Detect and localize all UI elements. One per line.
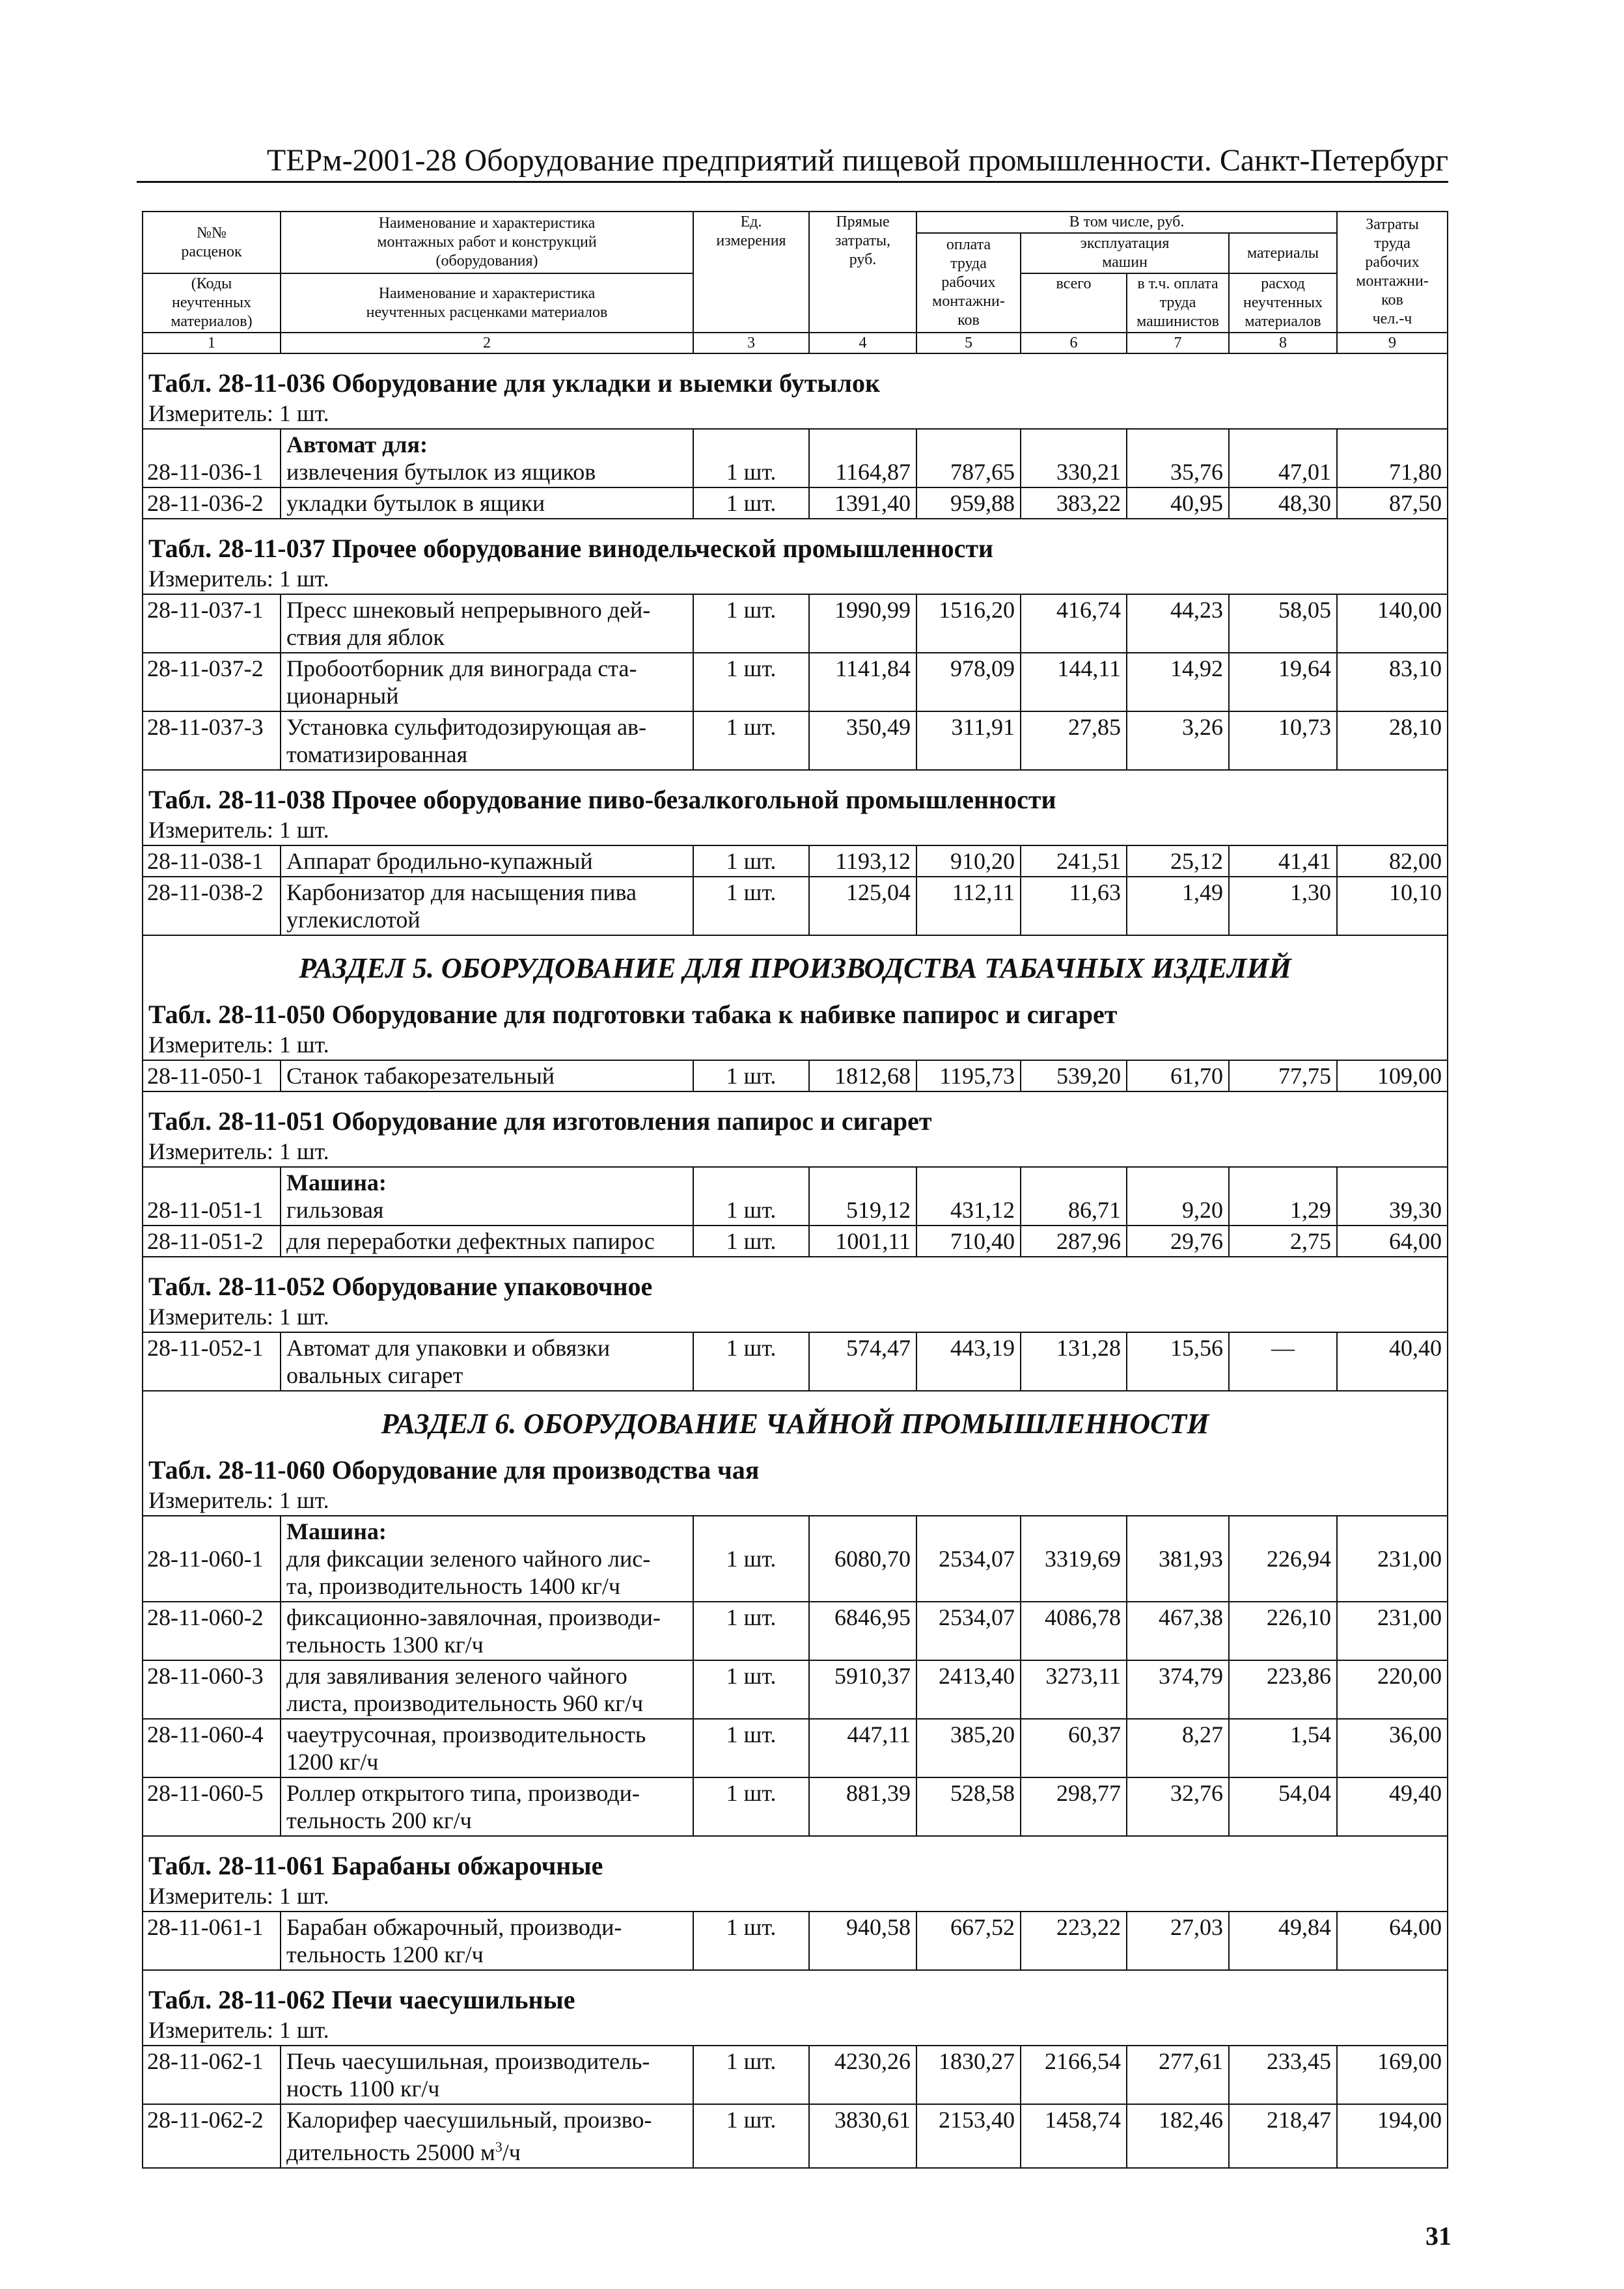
table-row: 28-11-052-1 Автомат для упаковки и обвязки овальных сигарет 1 шт. 574,47 443,19 131,28 15,56 — 40,40 <box>143 1332 1448 1391</box>
header-cell-direct-costs: Прямые затраты, руб. <box>809 212 916 333</box>
header-column-numbers: 1 2 3 4 5 6 7 8 9 <box>143 333 1448 353</box>
table-row: 28-11-037-2 Пробоотборник для винограда ста- ционарный 1 шт. 1141,84 978,09 144,11 14,92 19,64 83,10 <box>143 653 1448 711</box>
table-row: 28-11-038-2 Карбонизатор для насыщения пива углекислотой 1 шт. 125,04 112,11 11,63 1,49 1,30 10,10 <box>143 877 1448 935</box>
header-cell-wages: оплата труда рабочих монтажни- ков <box>916 233 1021 333</box>
header-cell-operators-wages: в т.ч. оплата труда машинистов <box>1127 273 1229 333</box>
table-section-title: РАЗДЕЛ 6. ОБОРУДОВАНИЕ ЧАЙНОЙ ПРОМЫШЛЕННОСТИ Табл. 28-11-060 Оборудование для производства чая Измеритель: 1 шт. <box>143 1391 1448 1516</box>
table-section-title: РАЗДЕЛ 5. ОБОРУДОВАНИЕ ДЛЯ ПРОИЗВОДСТВА ТАБАЧНЫХ ИЗДЕЛИЙ Табл. 28-11-050 Оборудование для подготовки табака к набивке папирос и сигарет Измеритель: 1 шт. <box>143 935 1448 1060</box>
table-section-title: Табл. 28-11-061 Барабаны обжарочные Измеритель: 1 шт. <box>143 1836 1448 1912</box>
page-number: 31 <box>1425 2221 1452 2251</box>
table-row: 28-11-062-1 Печь чаесушильная, производитель- ность 1100 кг/ч 1 шт. 4230,26 1830,27 2166,54 277,61 233,45 169,00 <box>143 2046 1448 2104</box>
header-cell-including: В том числе, руб. <box>916 212 1337 233</box>
table-row: 28-11-038-1 Аппарат бродильно-купажный 1 шт. 1193,12 910,20 241,51 25,12 41,41 82,00 <box>143 845 1448 877</box>
table-row: 28-11-061-1 Барабан обжарочный, производи- тельность 1200 кг/ч 1 шт. 940,58 667,52 223,22 27,03 49,84 64,00 <box>143 1912 1448 1970</box>
table-section-title: Табл. 28-11-038 Прочее оборудование пиво-безалкогольной промышленности Измеритель: 1 шт. <box>143 770 1448 845</box>
table-section-title: Табл. 28-11-062 Печи чаесушильные Измеритель: 1 шт. <box>143 1970 1448 2046</box>
table-row: 28-11-060-1 Машина: для фиксации зеленого чайного лис- та, производительность 1400 кг/ч 1 шт. 6080,70 2534,07 3319,69 381,93 226,94 231,00 <box>143 1516 1448 1602</box>
table-row: 28-11-051-1 Машина: гильзовая 1 шт. 519,12 431,12 86,71 9,20 1,29 39,30 <box>143 1167 1448 1226</box>
razdel-heading: РАЗДЕЛ 6. ОБОРУДОВАНИЕ ЧАЙНОЙ ПРОМЫШЛЕННОСТИ <box>381 1408 1209 1440</box>
header-cell-materials-name: Наименование и характеристика неучтенных расценками материалов <box>281 273 693 333</box>
table-row: 28-11-060-4 чаеутрусочная, производительность 1200 кг/ч 1 шт. 447,11 385,20 60,37 8,27 1,54 36,00 <box>143 1719 1448 1777</box>
header-cell-codes-materials: (Коды неучтенных материалов) <box>143 273 281 333</box>
table-row: 28-11-037-3 Установка сульфитодозирующая ав- томатизированная 1 шт. 350,49 311,91 27,85 3,26 10,73 28,10 <box>143 711 1448 770</box>
table-row: 28-11-051-2 для переработки дефектных папирос 1 шт. 1001,11 710,40 287,96 29,76 2,75 64,00 <box>143 1226 1448 1257</box>
header-cell-machines: эксплуатация машин <box>1021 233 1229 273</box>
header-cell-materials: материалы <box>1229 233 1337 273</box>
header-cell-unit: Ед. измерения <box>693 212 809 333</box>
table-header <box>143 212 1448 353</box>
table-row: 28-11-050-1 Станок табакорезательный 1 шт. 1812,68 1195,73 539,20 61,70 77,75 109,00 <box>143 1060 1448 1091</box>
header-cell-name: Наименование и характеристика монтажных работ и конструкций (оборудования) <box>281 212 693 273</box>
rates-table <box>142 211 1448 2169</box>
table-row: 28-11-036-1 Автомат для: извлечения бутылок из ящиков 1 шт. 1164,87 787,65 330,21 35,76 47,01 71,80 <box>143 429 1448 487</box>
table-row: 28-11-060-5 Роллер открытого типа, производи- тельность 200 кг/ч 1 шт. 881,39 528,58 298,77 32,76 54,04 49,40 <box>143 1777 1448 1836</box>
table-section-title: Табл. 28-11-052 Оборудование упаковочное Измеритель: 1 шт. <box>143 1257 1448 1332</box>
page-header <box>137 142 1448 183</box>
header-cell-materials-consumption: расход неучтенных материалов <box>1229 273 1337 333</box>
page-header-title: ТЕРм-2001-28 Оборудование предприятий пищевой промышленности. Санкт-Петербург <box>266 143 1448 178</box>
razdel-heading: РАЗДЕЛ 5. ОБОРУДОВАНИЕ ДЛЯ ПРОИЗВОДСТВА ТАБАЧНЫХ ИЗДЕЛИЙ <box>299 952 1291 984</box>
table-row: 28-11-060-2 фиксационно-завялочная, производи- тельность 1300 кг/ч 1 шт. 6846,95 2534,07 4086,78 467,38 226,10 231,00 <box>143 1602 1448 1660</box>
header-cell-labor-hours: Затраты труда рабочих монтажни- ков чел.-ч <box>1337 212 1448 333</box>
table-row: 28-11-060-3 для завяливания зеленого чайного листа, производительность 960 кг/ч 1 шт. 5910,37 2413,40 3273,11 374,79 223,86 220,00 <box>143 1660 1448 1719</box>
table-section-title: Табл. 28-11-036 Оборудование для укладки и выемки бутылок Измеритель: 1 шт. <box>143 353 1448 429</box>
header-cell-machines-total: всего <box>1021 273 1127 333</box>
table-section-title: Табл. 28-11-037 Прочее оборудование винодельческой промышленности Измеритель: 1 шт. <box>143 519 1448 594</box>
table-row: 28-11-062-2 Калорифер чаесушильный, произво- дительность 25000 $м^3/ч$ 1 шт. 3830,61 2153,40 1458,74 182,46 218,47 194,00 <box>143 2104 1448 2168</box>
header-cell-code: №№ расценок <box>143 212 281 273</box>
table-row: 28-11-036-2 укладки бутылок в ящики 1 шт. 1391,40 959,88 383,22 40,95 48,30 87,50 <box>143 487 1448 519</box>
table-row: 28-11-037-1 Пресс шнековый непрерывного дей- ствия для яблок 1 шт. 1990,99 1516,20 416,74 44,23 58,05 140,00 <box>143 594 1448 653</box>
table-section-title: Табл. 28-11-051 Оборудование для изготовления папирос и сигарет Измеритель: 1 шт. <box>143 1091 1448 1167</box>
